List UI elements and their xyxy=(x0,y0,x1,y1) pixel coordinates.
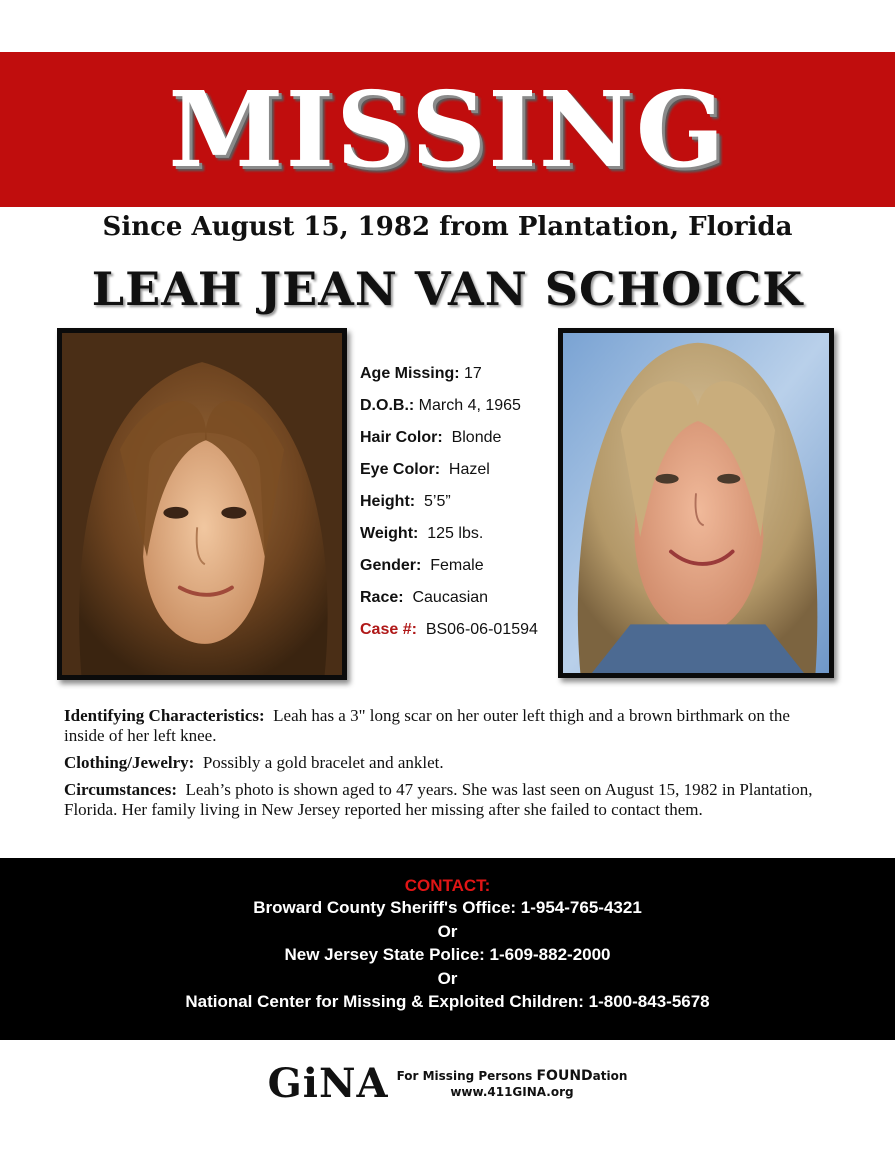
clothing-text: Possibly a gold bracelet and anklet. xyxy=(202,753,444,772)
missing-since-line: Since August 15, 1982 from Plantation, Florida xyxy=(102,212,793,242)
stat-label: Gender: xyxy=(360,557,422,574)
case-details xyxy=(64,706,834,827)
stat-hair-color xyxy=(360,428,560,460)
stat-label: Hair Color: xyxy=(360,429,443,446)
stat-eye-color xyxy=(360,460,560,492)
stat-gender xyxy=(360,556,560,588)
banner-title: MISSING xyxy=(168,67,727,191)
identifying-characteristics xyxy=(64,706,834,746)
gina-tagline-pre: For Missing Persons xyxy=(396,1069,537,1083)
clothing-jewelry xyxy=(64,753,834,773)
stat-value: March 4, 1965 xyxy=(418,397,521,414)
stat-weight xyxy=(360,524,560,556)
portrait-aged-image xyxy=(563,333,829,673)
stat-label: Weight: xyxy=(360,525,419,542)
stat-value: BS06-06-01594 xyxy=(425,621,538,638)
contact-or-separator: Or xyxy=(437,968,458,988)
stat-value: 17 xyxy=(464,365,482,382)
stat-value: 125 lbs. xyxy=(427,525,484,542)
person-name: LEAH JEAN VAN SCHOICK xyxy=(91,262,804,316)
stat-label: Eye Color: xyxy=(360,461,441,478)
gina-footer xyxy=(0,1054,895,1114)
stat-height xyxy=(360,492,560,524)
contact-ncmec: National Center for Missing & Exploited Children: 1-800-843-5678 xyxy=(185,992,710,1012)
gina-tagline xyxy=(397,1068,628,1100)
stat-value: Hazel xyxy=(448,461,490,478)
clothing-label: Clothing/Jewelry: xyxy=(64,753,195,772)
stat-value: Blonde xyxy=(451,429,502,446)
stat-label: Race: xyxy=(360,589,404,606)
stat-value: Female xyxy=(430,557,484,574)
stat-label: Age Missing: xyxy=(360,365,460,382)
gina-url: www.411GINA.org xyxy=(450,1085,574,1099)
gina-tagline-bold: FOUND xyxy=(536,1068,593,1084)
circumstances-label: Circumstances: xyxy=(64,780,177,799)
identifying-label: Identifying Characteristics: xyxy=(64,706,265,725)
stat-label: Height: xyxy=(360,493,416,510)
contact-nj-state-police: New Jersey State Police: 1-609-882-2000 xyxy=(284,945,611,965)
stat-value: 5’5” xyxy=(424,493,451,510)
stat-label: Case #: xyxy=(360,621,417,638)
photo-at-disappearance xyxy=(57,328,347,680)
vital-stats xyxy=(360,364,560,652)
circumstances xyxy=(64,780,834,820)
stat-value: Caucasian xyxy=(412,589,489,606)
portrait-young-image xyxy=(62,333,342,675)
circumstances-text: Leah’s photo is shown aged to 47 years. She was last seen on August 15, 1982 in Plantation, Florida. Her family living in New Jersey reported her missing after she failed to contact them. xyxy=(64,780,813,819)
stat-case-number xyxy=(360,620,560,652)
stat-label: D.O.B.: xyxy=(360,397,415,414)
stat-dob xyxy=(360,396,560,428)
identifying-text: Leah has a 3" long scar on her outer left thigh and a brown birthmark on the inside of her left knee. xyxy=(64,706,790,745)
contact-title: CONTACT: xyxy=(404,876,491,895)
stat-age-missing xyxy=(360,364,560,396)
gina-logo: GiNA xyxy=(267,1060,389,1107)
gina-tagline-post: ation xyxy=(592,1069,628,1083)
stat-race xyxy=(360,588,560,620)
contact-section xyxy=(0,858,895,1040)
contact-broward-sheriff: Broward County Sheriff's Office: 1-954-765-4321 xyxy=(253,898,642,917)
age-progressed-photo xyxy=(558,328,834,678)
missing-banner xyxy=(0,52,895,207)
contact-or-separator: Or xyxy=(437,921,458,941)
